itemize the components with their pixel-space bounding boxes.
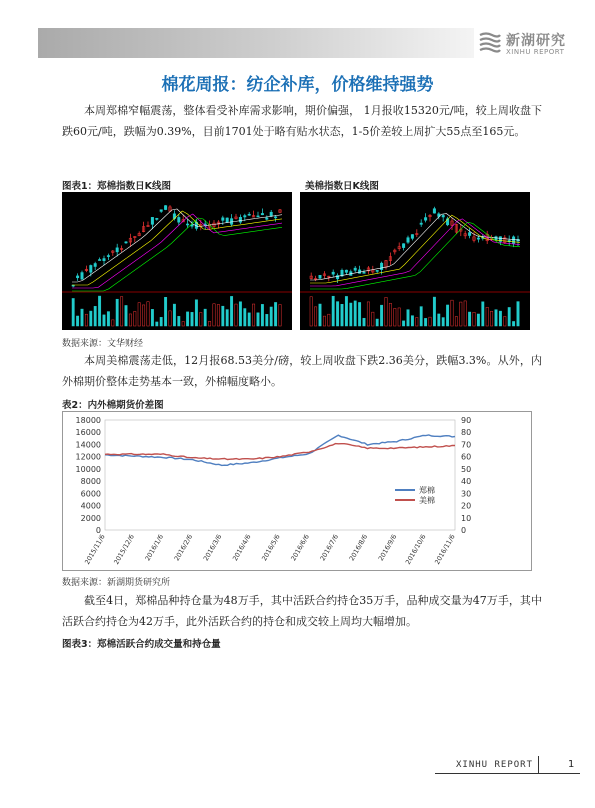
candle-body bbox=[222, 218, 224, 221]
volume-bar bbox=[248, 313, 250, 326]
y-right-tick-label: 10 bbox=[461, 513, 472, 523]
volume-bar bbox=[358, 302, 360, 326]
page-number: 1 bbox=[568, 759, 575, 770]
candle-body bbox=[402, 244, 404, 248]
volume-bar bbox=[195, 300, 197, 326]
candle-body bbox=[332, 272, 334, 274]
candle-body bbox=[345, 270, 347, 272]
volume-bar bbox=[98, 296, 100, 326]
candle-body bbox=[103, 259, 105, 261]
y-right-tick-label: 60 bbox=[461, 452, 472, 462]
candle-body bbox=[94, 264, 96, 267]
fig1-source: 数据来源：文华财经 bbox=[62, 339, 144, 349]
volume-bar bbox=[239, 302, 241, 326]
candle-body bbox=[226, 218, 228, 222]
volume-bar bbox=[477, 314, 479, 326]
logo bbox=[474, 26, 584, 60]
volume-bar bbox=[270, 307, 272, 326]
candle-body bbox=[186, 224, 188, 225]
volume-bar bbox=[407, 310, 409, 326]
y-right-tick-label: 70 bbox=[461, 440, 472, 450]
volume-bar bbox=[76, 316, 78, 326]
candle-body bbox=[495, 237, 497, 240]
volume-bar bbox=[376, 319, 378, 326]
candle-body bbox=[239, 217, 241, 222]
volume-bar bbox=[72, 298, 74, 326]
candle-body bbox=[164, 206, 166, 210]
candle-body bbox=[244, 216, 246, 217]
volume-bar bbox=[103, 315, 105, 326]
candle-body bbox=[151, 217, 153, 224]
legend-label: 郑棉 bbox=[419, 486, 435, 495]
candle-body bbox=[477, 238, 479, 239]
volume-bar bbox=[116, 299, 118, 326]
x-tick-label: 2016/3/6 bbox=[201, 533, 224, 563]
y-left-tick-label: 6000 bbox=[80, 489, 101, 499]
volume-bar bbox=[380, 305, 382, 326]
y-right-tick-label: 20 bbox=[461, 501, 472, 511]
x-tick-label: 2016/4/6 bbox=[231, 533, 253, 563]
volume-bar bbox=[438, 314, 440, 326]
paragraph-1: 本周郑棉窄幅震荡，整体看受补库需求影响，期价偏强， 1月报收15320元/吨，较上周收盘下跌60元/吨，跌幅为0.39%，目前1701处于略有贴水状态，1-5价差较上周扩大55点至165元。 bbox=[62, 104, 542, 138]
y-right-tick-label: 50 bbox=[461, 464, 472, 474]
candle-body bbox=[380, 263, 382, 269]
volume-bar bbox=[442, 318, 444, 326]
candle-body bbox=[257, 216, 259, 217]
x-tick-label: 2016/9/6 bbox=[376, 533, 399, 563]
volume-bar bbox=[178, 316, 180, 326]
candle-body bbox=[358, 270, 360, 273]
x-tick-label: 2016/8/6 bbox=[347, 533, 370, 563]
y-left-tick-label: 12000 bbox=[75, 452, 101, 462]
volume-bar bbox=[345, 296, 347, 326]
volume-bar bbox=[499, 311, 501, 326]
volume-bar bbox=[160, 317, 162, 326]
y-left-tick-label: 2000 bbox=[80, 513, 101, 523]
volume-bar bbox=[354, 301, 356, 326]
x-tick-label: 2016/11/6 bbox=[433, 533, 457, 566]
volume-bar bbox=[191, 312, 193, 326]
y-left-tick-label: 16000 bbox=[75, 428, 101, 438]
volume-bar bbox=[222, 306, 224, 326]
candle-body bbox=[116, 248, 118, 252]
logo-cn: 新湖研究 bbox=[506, 33, 566, 49]
volume-bar bbox=[341, 304, 343, 326]
volume-bar bbox=[226, 310, 228, 326]
volume-bar bbox=[512, 321, 514, 326]
candle-body bbox=[98, 260, 100, 261]
volume-bar bbox=[495, 310, 497, 326]
y-right-tick-label: 90 bbox=[461, 416, 472, 425]
candle-body bbox=[274, 217, 276, 218]
candle-body bbox=[107, 256, 109, 257]
volume-bar bbox=[363, 318, 365, 326]
volume-bar bbox=[156, 322, 158, 326]
candle-body bbox=[266, 218, 268, 219]
volume-bar bbox=[319, 304, 321, 326]
y-left-tick-label: 14000 bbox=[75, 440, 101, 450]
volume-bar bbox=[274, 302, 276, 326]
y-right-tick-label: 40 bbox=[461, 477, 472, 487]
y-right-tick-label: 80 bbox=[461, 428, 472, 438]
volume-bar bbox=[81, 309, 83, 326]
candle-body bbox=[376, 270, 378, 271]
volume-bar bbox=[164, 297, 166, 326]
y-right-tick-label: 0 bbox=[461, 526, 467, 535]
footer-report-name: XINHU REPORT bbox=[456, 760, 534, 770]
candle-body bbox=[270, 212, 272, 216]
candle-body bbox=[354, 268, 356, 270]
plot-area bbox=[105, 420, 455, 530]
volume-bar bbox=[125, 305, 127, 326]
candle-body bbox=[178, 217, 180, 222]
candle-body bbox=[261, 213, 263, 214]
page-number-box bbox=[538, 756, 582, 774]
volume-bar bbox=[433, 297, 435, 326]
candle-body bbox=[468, 233, 470, 236]
volume-bar bbox=[173, 304, 175, 326]
candle-body bbox=[90, 265, 92, 272]
table2-source: 数据来源：新湖期货研究所 bbox=[62, 578, 171, 588]
volume-bar bbox=[517, 302, 519, 326]
volume-bar bbox=[244, 309, 246, 326]
candle-body bbox=[125, 242, 127, 243]
y-left-tick-label: 10000 bbox=[75, 464, 101, 474]
candle-body bbox=[420, 223, 422, 224]
volume-bar bbox=[107, 312, 109, 326]
header-bar bbox=[38, 28, 474, 58]
price-spread-chart bbox=[62, 411, 532, 571]
x-tick-label: 2015/11/6 bbox=[83, 533, 107, 566]
volume-bar bbox=[446, 305, 448, 326]
paragraph-2: 本周美棉震荡走低，12月报68.53美分/磅，较上周收盘下跌2.36美分，跌幅3.3%。从外，内外棉期价整体走势基本一致，外棉幅度略小。 bbox=[62, 354, 542, 388]
volume-bar bbox=[186, 312, 188, 326]
volume-bar bbox=[230, 296, 232, 326]
volume-bar bbox=[482, 302, 484, 326]
series-line-郑棉 bbox=[105, 435, 455, 465]
y-left-tick-label: 18000 bbox=[75, 416, 101, 425]
volume-bar bbox=[468, 312, 470, 326]
candle-body bbox=[160, 210, 162, 212]
logo-waves-icon bbox=[478, 32, 502, 54]
volume-bar bbox=[508, 307, 510, 326]
candle-body bbox=[191, 225, 193, 226]
y-right-tick-label: 30 bbox=[461, 489, 472, 499]
x-tick-label: 2016/2/6 bbox=[172, 533, 195, 563]
volume-bar bbox=[94, 306, 96, 326]
volume-bar bbox=[257, 313, 259, 326]
candle-body bbox=[230, 219, 232, 225]
legend-label: 美棉 bbox=[419, 496, 435, 505]
x-tick-label: 2016/1/6 bbox=[143, 533, 166, 563]
volume-bar bbox=[411, 316, 413, 326]
candle-body bbox=[81, 273, 83, 280]
report-title: 棉花周报：纺企补库，价格维持强势 bbox=[161, 75, 434, 95]
fig1-caption: 图表1：郑棉指数日K线图 bbox=[62, 181, 171, 192]
candle-body bbox=[424, 218, 426, 221]
x-tick-label: 2016/6/6 bbox=[289, 533, 311, 563]
candle-body bbox=[363, 272, 365, 273]
candle-body bbox=[76, 276, 78, 278]
y-left-tick-label: 8000 bbox=[80, 477, 101, 487]
table2-caption: 表2：内外棉期货价差图 bbox=[62, 400, 164, 411]
candle-body bbox=[407, 238, 409, 243]
volume-bar bbox=[90, 311, 92, 326]
volume-bar bbox=[204, 309, 206, 326]
volume-bar bbox=[261, 304, 263, 326]
volume-bar bbox=[266, 314, 268, 326]
fig3-caption: 图表3：郑棉活跃合约成交量和持仓量 bbox=[62, 639, 221, 650]
x-tick-label: 2016/7/6 bbox=[318, 533, 341, 563]
volume-bar bbox=[336, 302, 338, 326]
volume-bar bbox=[332, 296, 334, 326]
candle-body bbox=[248, 214, 250, 215]
fig1b-caption: 美棉指数日K线图 bbox=[305, 181, 379, 192]
x-tick-label: 2016/10/6 bbox=[403, 533, 428, 566]
candle-body bbox=[411, 235, 413, 239]
candle-body bbox=[442, 215, 444, 217]
us-cotton-kline-chart bbox=[300, 192, 530, 330]
volume-bar bbox=[420, 307, 422, 326]
x-tick-label: 2015/12/6 bbox=[112, 533, 136, 566]
candle-body bbox=[319, 275, 321, 278]
candle-body bbox=[512, 237, 514, 244]
y-left-tick-label: 4000 bbox=[80, 501, 101, 511]
volume-bar bbox=[402, 321, 404, 326]
paragraph-3: 截至4日，郑棉品种持仓量为48万手，其中活跃合约持仓35万手，品种成交量为47万手，其中活跃合约持仓为42万手，此外活跃合约的持仓和成交较上周均大幅增加。 bbox=[62, 594, 542, 628]
y-left-tick-label: 0 bbox=[95, 526, 101, 535]
volume-bar bbox=[424, 318, 426, 326]
x-tick-label: 2016/5/6 bbox=[260, 533, 282, 563]
candle-body bbox=[433, 209, 435, 213]
zhengmian-kline-chart bbox=[62, 192, 292, 330]
volume-bar bbox=[350, 303, 352, 326]
volume-bar bbox=[151, 309, 153, 326]
candle-body bbox=[156, 218, 158, 219]
logo-en: XINHU REPORT bbox=[506, 48, 565, 56]
